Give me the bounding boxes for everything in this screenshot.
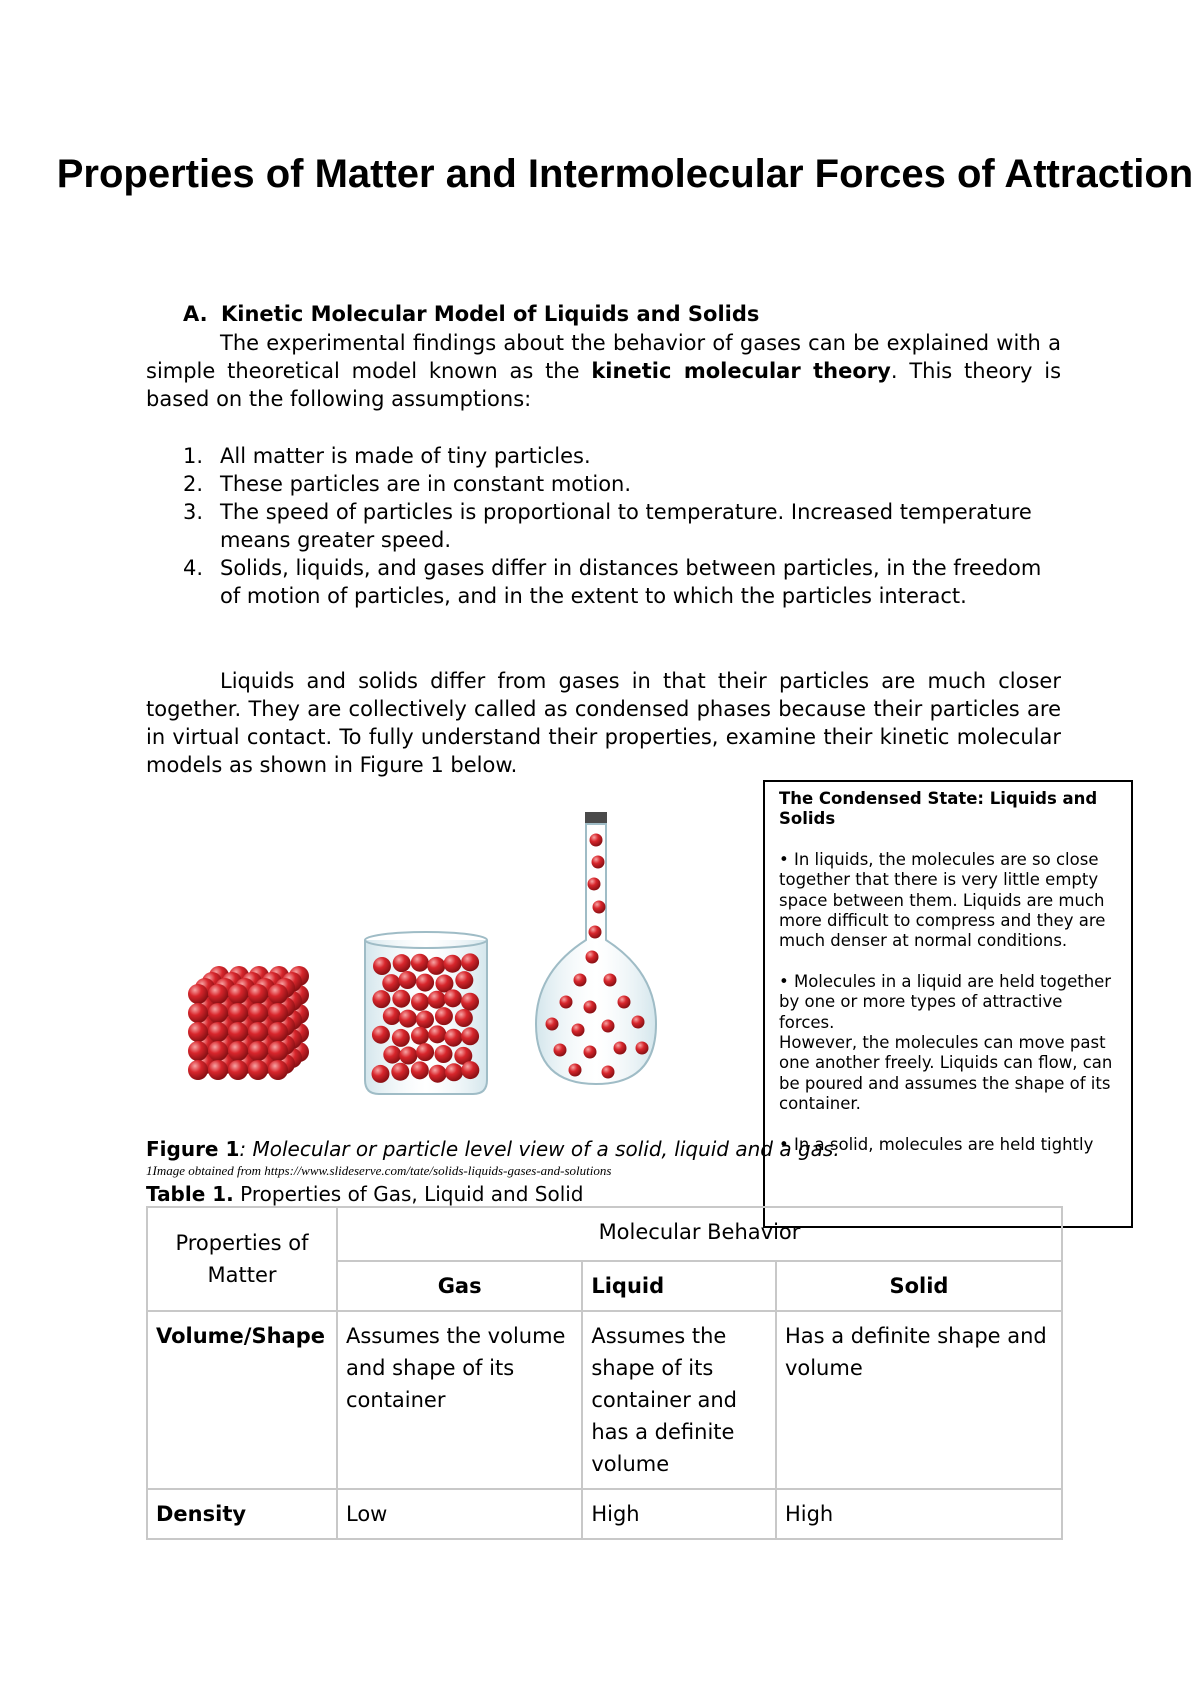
molecular-view-illustration [180,812,680,1102]
list-item [183,554,1063,610]
section-letter: A. [183,302,208,326]
sidebar-line: be poured and assumes the shape of its [779,1073,1111,1093]
particle [398,971,416,989]
particle [588,878,601,891]
particle [411,1061,429,1079]
particle [268,1060,288,1080]
particle [373,957,391,975]
particle [248,1022,268,1042]
particle [411,1027,429,1045]
sidebar-line: • Molecules in a liquid are held together [779,971,1112,991]
figure-label: Figure 1 [146,1137,240,1161]
figure-caption [146,1137,840,1161]
particle [228,984,248,1004]
list-item [183,442,1063,470]
particle [445,1063,463,1081]
particle [590,834,603,847]
particle [554,1044,567,1057]
particle [444,989,462,1007]
table-row [147,1207,1062,1261]
particle [228,1022,248,1042]
list-text: These particles are in constant motion. [220,472,632,496]
particle [584,1046,597,1059]
section-heading-text: Kinetic Molecular Model of Liquids and Solids [221,302,760,326]
particle [416,974,434,992]
list-item [183,498,1063,554]
figure-caption-text: : Molecular or particle level view of a solid, liquid and a gas. [239,1137,840,1161]
group-header-cell: Molecular Behavior [337,1207,1062,1261]
particle [268,984,288,1004]
particle [428,991,446,1009]
particle [461,953,479,971]
table-caption [146,1182,584,1206]
particle [383,1046,401,1064]
condensed-phases-paragraph [146,667,1061,779]
page-title: Properties of Matter and Intermolecular Forces of Attraction [56,152,1194,196]
particle [589,926,602,939]
intro-bold-term: kinetic molecular theory [591,359,891,383]
particle [392,1029,410,1047]
table-caption-text: Properties of Gas, Liquid and Solid [233,1182,584,1206]
row-label: Density [147,1489,337,1539]
particle [435,1007,453,1025]
particle [208,1041,228,1061]
particle [443,955,461,973]
table-row [147,1489,1062,1539]
table-cell: Low [337,1489,582,1539]
list-item [183,470,1063,498]
particle [411,993,429,1011]
image-credit: 1Image obtained from https://www.slideserve.com/tate/solids-liquids-gases-and-solutions [146,1163,612,1178]
particle [248,1041,268,1061]
particle [434,1045,452,1063]
particle [604,974,617,987]
particle [602,1066,615,1079]
intro-text-after: . This theory is based on the following assumptions: [146,359,1062,411]
list-text: The speed of particles is proportional to temperature. Increased temperature means greater speed. [220,500,1032,552]
intro-text-before: The experimental findings about the behavior of gases can be explained with a simple theoretical model known as the [146,331,1061,383]
particle [560,996,573,1009]
table-cell: Assumes the shape of its container and has a definite volume [582,1311,776,1489]
particle [188,1022,208,1042]
particle [593,901,606,914]
particle [208,1060,228,1080]
particle [371,1065,389,1083]
particle [569,1064,582,1077]
particle [444,1029,462,1047]
intro-paragraph [146,329,1061,413]
table-label: Table 1. [146,1182,234,1206]
properties-table [146,1206,1063,1540]
particle [228,1060,248,1080]
particle [268,1003,288,1023]
particle [391,1063,409,1081]
particle [228,1003,248,1023]
particle [268,1041,288,1061]
particle [382,974,400,992]
particle [208,1022,228,1042]
particle [188,1060,208,1080]
particle [427,957,445,975]
list-text: Solids, liquids, and gases differ in distances between particles, in the freedom of motion of particles, and in the extent to which the particles interact. [220,556,1042,608]
particle [455,971,473,989]
column-header-solid: Solid [776,1261,1062,1311]
table-cell: Has a definite shape and volume [776,1311,1062,1489]
list-text: All matter is made of tiny particles. [220,444,591,468]
particle [416,1043,434,1061]
particle [572,1024,585,1037]
particle [461,1027,479,1045]
column-header-liquid: Liquid [582,1261,776,1311]
particle [461,993,479,1011]
particle [602,1020,615,1033]
particle [614,1042,627,1055]
particle [399,1010,417,1028]
particle [188,1041,208,1061]
paragraph-text: Liquids and solids differ from gases in that their particles are much closer together. They are collectively called as condensed phases because their particles are in virtual contact. To fully understand their properties, examine their kinetic molecular models as shown in Figure 1 below. [146,669,1061,777]
particle [228,1041,248,1061]
liquid-beaker [365,932,487,1094]
sidebar-title: The Condensed State: Liquids and Solids [779,789,1098,829]
particle [393,954,411,972]
sidebar-line: However, the molecules can move past one another freely. Liquids can flow, can [779,1033,1113,1073]
sidebar-paragraph: • In liquids, the molecules are so close together that there is very little empty space between them. Liquids are much more difficult to compress and they are much denser at normal conditions. [779,849,1106,951]
list-number: 4. [183,556,204,580]
particle [632,1016,645,1029]
particle [188,1003,208,1023]
particle [461,1061,479,1079]
particle [208,984,228,1004]
particle [411,954,429,972]
list-number: 1. [183,444,204,468]
particle [372,1026,390,1044]
table-cell: High [582,1489,776,1539]
particle [574,974,587,987]
particle [248,1060,268,1080]
particle [428,1025,446,1043]
particle [268,1022,288,1042]
solid-cube [188,966,309,1080]
list-number: 2. [183,472,204,496]
sidebar-line: by one or more types of attractive forces. [779,992,1063,1032]
particle [383,1007,401,1025]
particle [399,1047,417,1065]
gas-flask [536,812,656,1084]
column-header-gas: Gas [337,1261,582,1311]
particle [372,990,390,1008]
particle [248,984,268,1004]
section-heading [183,302,759,326]
particle [416,1011,434,1029]
row-label: Volume/Shape [147,1311,337,1489]
row-header-cell: Properties of Matter [147,1207,337,1311]
particle [592,856,605,869]
particle [208,1003,228,1023]
particle [618,996,631,1009]
particle [636,1042,649,1055]
table-row [147,1311,1062,1489]
particle [455,1009,473,1027]
sidebar-line: container. [779,1094,861,1114]
particle [188,984,208,1004]
table-cell: High [776,1489,1062,1539]
particle [584,1001,597,1014]
sidebar-paragraph: • In a solid, molecules are held tightly [779,1134,1094,1154]
particle [392,990,410,1008]
particle [248,1003,268,1023]
list-number: 3. [183,500,204,524]
particle [546,1018,559,1031]
assumption-list [183,442,1063,610]
particle [586,951,599,964]
table-cell: Assumes the volume and shape of its container [337,1311,582,1489]
particle [429,1065,447,1083]
